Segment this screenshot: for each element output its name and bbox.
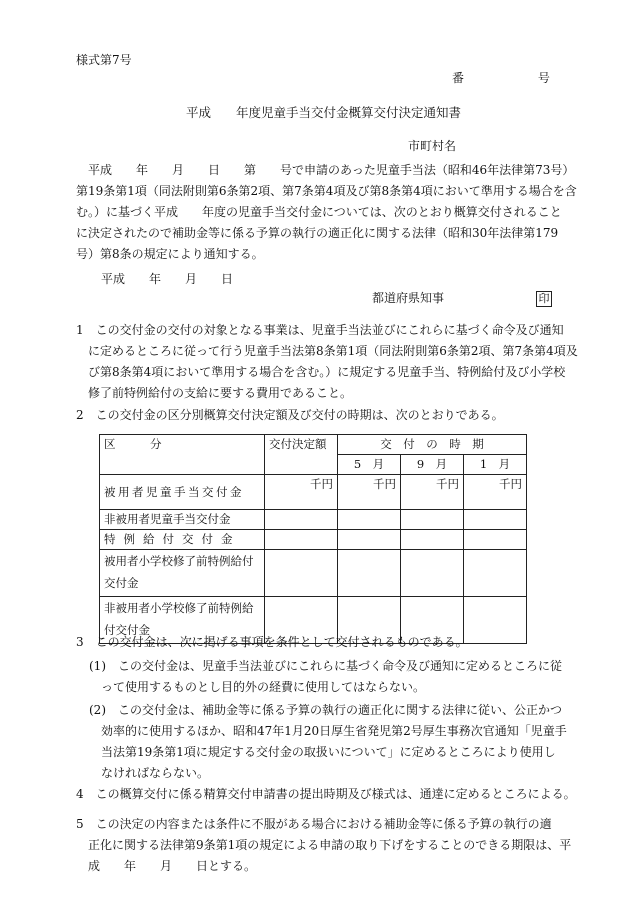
document-number-label: 番 号 — [452, 71, 550, 85]
row-label: 非被用者児童手当交付金 — [100, 510, 265, 530]
row-label: 特例給付交付金 — [100, 530, 265, 550]
addressee: 市町村名 — [408, 139, 457, 153]
header-amount: 交付決定額 — [265, 435, 338, 475]
amount-cell — [265, 510, 338, 530]
item-3: 3 この交付金は、次に掲げる事項を条件として交付されるものである。 — [76, 635, 468, 649]
item-5 — [76, 814, 571, 877]
may-cell — [338, 530, 401, 550]
form-number: 様式第7号 — [76, 53, 132, 67]
january-cell — [464, 530, 527, 550]
month-january: 1 月 — [464, 455, 527, 475]
month-september: 9 月 — [401, 455, 464, 475]
governor: 都道府県知事 — [372, 291, 445, 305]
item-1-line: に定めるところに従って行う児童手当法第8条第1項（同法附則第6条第2項、第7条第4項及 — [88, 344, 578, 358]
item-3-2-line: (2) この交付金は、補助金等に係る予算の執行の適正化に関する法律に従い、公正かつ — [89, 703, 563, 717]
unit-cell: 千円 — [464, 475, 527, 510]
item-1 — [76, 320, 578, 404]
row-label: 被用者児童手当交付金 — [100, 475, 265, 510]
row-label-line: 被用者小学校修了前特例給付 — [104, 554, 254, 568]
month-may: 5 月 — [338, 455, 401, 475]
item-3-2 — [89, 700, 567, 784]
table-row — [100, 550, 527, 597]
unit-cell: 千円 — [338, 475, 401, 510]
item-3-1-line: (1) この交付金は、児童手当法並びにこれらに基づく命令及び通知に定めるところに従 — [89, 659, 563, 673]
row-label-line: 非被用者小学校修了前特例給 — [104, 601, 254, 615]
table-row — [100, 475, 527, 510]
allocation-table — [99, 434, 527, 644]
item-1-line: 修了前特例給付の支給に要する費用であること。 — [88, 386, 353, 400]
seal — [536, 290, 552, 307]
may-cell — [338, 550, 401, 597]
row-label-line: 交付金 — [104, 576, 139, 590]
september-cell — [401, 550, 464, 597]
notice-date: 平成 年 月 日 — [101, 272, 234, 286]
item-1-line: び第8条第4項において準用する場合を含む。）に規定する児童手当、特例給付及び小学校 — [88, 365, 566, 379]
item-3-2-line: 効率的に使用するほか、昭和47年1月20日厚生省発児第2号厚生事務次官通知「児童手 — [101, 724, 567, 738]
amount-cell — [265, 550, 338, 597]
item-3-2-line: 当法第19条第1項に規定する交付金の取扱いについて」に定めるところにより使用し — [101, 745, 556, 759]
header-timing: 交 付 の 時 期 — [338, 435, 527, 455]
table-row — [100, 530, 527, 550]
item-3-2-line: なければならない。 — [101, 766, 210, 780]
intro-line: 平成 年 月 日 第 号で申請のあった児童手当法（昭和46年法律第73号） — [88, 163, 575, 177]
intro-paragraph — [76, 160, 577, 265]
document-title: 平成 年度児童手当交付金概算交付決定通知書 — [186, 105, 462, 120]
item-1-line: 1 この交付金の交付の対象となる事業は、児童手当法並びにこれらに基づく命令及び通知 — [76, 323, 564, 337]
january-cell — [464, 597, 527, 644]
intro-line: む。）に基づく平成 年度の児童手当交付金については、次のとおり概算交付されること — [76, 205, 562, 219]
intro-line: 第19条第1項（同法附則第6条第2項、第7条第4項及び第8条第4項において準用する場合を含 — [76, 184, 577, 198]
may-cell — [338, 510, 401, 530]
september-cell — [401, 510, 464, 530]
item-3-1 — [89, 656, 562, 698]
item-5-line: 成 年 月 日とする。 — [88, 859, 257, 873]
january-cell — [464, 550, 527, 597]
unit-cell: 千円 — [401, 475, 464, 510]
item-5-line: 正化に関する法律第9条第1項の規定による申請の取り下げをすることのできる期限は、平 — [88, 838, 572, 852]
item-3-1-line: って使用するものとし目的外の経費に使用してはならない。 — [101, 680, 426, 694]
intro-line: に決定されたので補助金等に係る予算の執行の適正化に関する法律（昭和30年法律第179 — [76, 226, 559, 240]
row-label — [100, 550, 265, 597]
table-row — [100, 510, 527, 530]
september-cell — [401, 530, 464, 550]
header-category: 区 分 — [100, 435, 265, 475]
item-2: 2 この交付金の区分別概算交付決定額及び交付の時期は、次のとおりである。 — [76, 408, 504, 422]
item-5-line: 5 この決定の内容または条件に不服がある場合における補助金等に係る予算の執行の適 — [76, 817, 552, 831]
january-cell — [464, 510, 527, 530]
item-4: 4 この概算交付に係る精算交付申請書の提出時期及び様式は、通達に定めるところによる。 — [76, 787, 576, 801]
seal-mark: 印 — [536, 291, 552, 307]
amount-cell — [265, 530, 338, 550]
row-label-line: 付交付金 — [104, 623, 150, 637]
unit-cell: 千円 — [265, 475, 338, 510]
intro-line: 号）第8条の規定により通知する。 — [76, 247, 264, 261]
